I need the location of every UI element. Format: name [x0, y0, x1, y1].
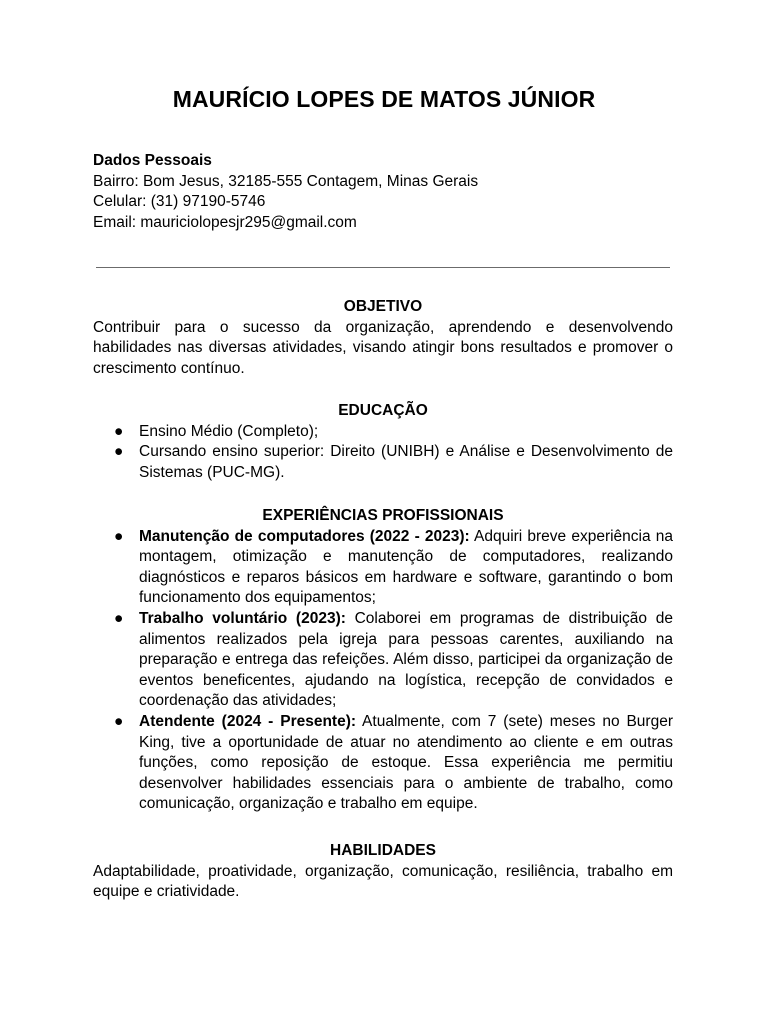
objective-title: OBJETIVO: [343, 298, 423, 315]
experience-role: Manutenção de computadores (2022 - 2023):: [139, 527, 470, 545]
experience-role: Atendente (2024 - Presente):: [139, 712, 357, 730]
personal-data-block: [93, 151, 693, 233]
bullet-icon: ●: [114, 422, 124, 440]
bullet-icon: ●: [114, 609, 124, 627]
resume-name-title: MAURÍCIO LOPES DE MATOS JÚNIOR: [172, 86, 596, 112]
experience-description: Colaborei em programas de distribuição de alimentos realizados pela igreja para pessoas carentes, auxiliando na preparação e entrega das refeições. Além disso, participei da organização de eventos beneficentes, ajudando na logística, recepção de convidados e coordenação das atividades;: [139, 609, 673, 710]
skills-text: Adaptabilidade, proatividade, organização, comunicação, resiliência, trabalho em equipe e criatividade.: [93, 862, 673, 901]
objective-section: [93, 297, 673, 379]
bullet-icon: ●: [114, 712, 124, 730]
list-item: [93, 422, 673, 443]
skills-title: HABILIDADES: [330, 842, 436, 859]
objective-text: Contribuir para o sucesso da organização, aprendendo e desenvolvendo habilidades nas diversas atividades, visando atingir bons resultados e promover o crescimento contínuo.: [93, 318, 673, 377]
experience-description: Adquiri breve experiência na montagem, otimização e manutenção de computadores, realizando diagnósticos e reparos básicos em hardware e software, garantindo o bom funcionamento dos equipamentos;: [139, 527, 673, 607]
experience-title: EXPERIÊNCIAS PROFISSIONAIS: [262, 507, 504, 524]
education-section: [93, 401, 673, 483]
list-item: [93, 712, 673, 815]
experience-role: Trabalho voluntário (2023):: [139, 609, 346, 627]
personal-data-heading: Dados Pessoais: [93, 152, 212, 169]
address-line: Bairro: Bom Jesus, 32185-555 Contagem, Minas Gerais: [93, 172, 479, 190]
experience-description: Atualmente, com 7 (sete) meses no Burger King, tive a oportunidade de atuar no atendimento ao cliente e em outras funções, como reposição de estoque. Essa experiência me permitiu desenvolver habilidades essenciais para o ambiente de trabalho, como comunicação, organização e trabalho em equipe.: [139, 712, 673, 813]
education-item-text: Ensino Médio (Completo);: [139, 422, 319, 440]
education-item-text: Cursando ensino superior: Direito (UNIBH) e Análise e Desenvolvimento de Sistemas (PUC-MG).: [139, 443, 673, 481]
bullet-icon: ●: [114, 443, 124, 461]
list-item: [93, 609, 673, 712]
phone-line: Celular: (31) 97190-5746: [93, 193, 266, 211]
experience-list: [93, 527, 673, 815]
list-item: [93, 527, 673, 609]
bullet-icon: ●: [114, 527, 124, 545]
education-list: [93, 422, 673, 484]
education-title: EDUCAÇÃO: [338, 402, 428, 419]
email-line: Email: mauriciolopesjr295@gmail.com: [93, 213, 357, 231]
horizontal-divider: [96, 267, 670, 268]
skills-section: [93, 841, 673, 903]
experience-section: [93, 506, 673, 815]
list-item: [93, 442, 673, 483]
